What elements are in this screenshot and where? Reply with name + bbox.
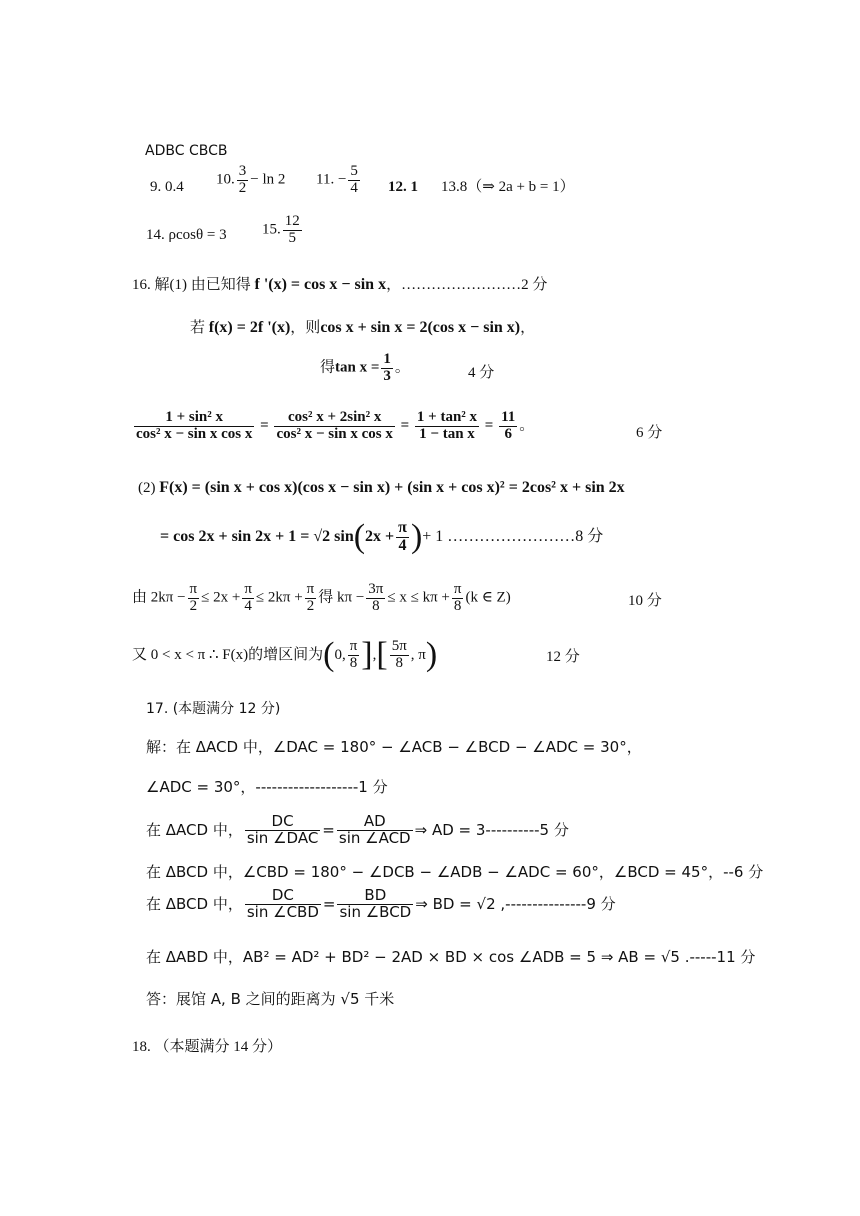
p16-frac-b: $\frac{\pi}{4}$	[244, 581, 252, 614]
p16-line-7: 由 2kπ − $\frac{\pi}{2}$ ≤ 2x + $\frac{\pi}{4}$ ≤ 2kπ + $\frac{\pi}{2}$ 得 kπ − $\frac{3\pi}{8}$ ≤ x ≤ kπ + $\frac{\pi}{8}$ (k ∈ Z)	[132, 581, 511, 614]
p16-F-definition: F(x) = (sin x + cos x)(cos x − sin x) + (sin x + cos x)² = 2cos² x + sin 2x	[159, 479, 625, 496]
p16-score-6: 6 分	[636, 425, 663, 441]
p16-line-1: 16. 解(1) 由已知得 f '(x) = cos x − sin x，……………………2 分	[132, 276, 548, 293]
answer-11	[316, 164, 362, 197]
answer-15-prefix: 15.	[262, 221, 281, 238]
p16-line-2: 若 f(x) = 2f '(x)，则cos x + sin x = 2(cos x − sin x)，	[190, 319, 536, 336]
p16-pi-over-4: $\frac{\pi}{4}$	[398, 519, 407, 554]
p16-score-10: 10 分	[628, 593, 662, 609]
p18-title: 18. （本题满分 14 分）	[132, 1039, 283, 1055]
p17-ratio-DC-CBD: $\frac{DC}{\text{sin ∠CBD}}$	[246, 886, 319, 921]
answer-13: 13.8（⇒ 2a + b = 1）	[441, 179, 575, 195]
answer-10-prefix: 10.	[216, 171, 235, 188]
p16-ratio-1: $\frac{\text{1 + sin² x}}{\text{cos² x − sin x cos x}}$	[136, 409, 253, 442]
answer-10	[216, 164, 285, 197]
p16-line-8: 又 0 < x < π ∴ F(x)的增区间为(0, $\frac{\pi}{8}$ ],[ $\frac{5\pi}{8}$ , π)	[132, 636, 438, 673]
p17-ratio-DC-DAC: $\frac{DC}{\text{sin ∠DAC}}$	[246, 812, 319, 847]
p17-ratio-BD-BCD: $\frac{BD}{\text{sin ∠BCD}}$	[339, 886, 412, 921]
p16-line-3: 得tan x = $\frac{1}{3}$ 。 4 分	[320, 351, 495, 384]
p17-line-1: 解：在 ΔACD 中，∠DAC = 180° − ∠ACB − ∠BCD − ∠ADC = 30°，	[146, 738, 642, 756]
answer-12: 12. 1	[388, 179, 418, 195]
p16-line-5: (2) F(x) = (sin x + cos x)(cos x − sin x) + (sin x + cos x)² = 2cos² x + sin 2x	[138, 479, 625, 496]
p17-line-5: 在 ΔBCD 中， $\frac{DC}{\text{sin ∠CBD}}$ = $\frac{BD}{\text{sin ∠BCD}}$ ⇒ BD = √2 ,---------------9 分	[146, 886, 616, 921]
answer-15	[262, 214, 304, 247]
p16-frac-e: $\frac{\pi}{8}$	[453, 581, 462, 614]
answer-15-fraction: $\frac{12}{5}$	[284, 213, 300, 246]
p16-frac-d: $\frac{3\pi}{8}$	[368, 581, 384, 614]
p16-line-6: = cos 2x + sin 2x + 1 = √2 sin(2x + $\frac{\pi}{4}$ )+ 1 ……………………8 分	[160, 518, 604, 555]
p17-line-2: ∠ADC = 30°，-------------------1 分	[146, 778, 388, 796]
p16-interval-2-start: $\frac{5\pi}{8}$	[391, 638, 407, 672]
p17-answer: 答：展馆 A, B 之间的距离为 √5 千米	[146, 990, 395, 1008]
answer-14: 14. ρcosθ = 3	[146, 227, 227, 243]
p16-fraction-one-third: $\frac{1}{3}$	[383, 351, 391, 384]
p17-title: 17. (本题满分 12 分)	[146, 701, 281, 717]
answer-row-1: ADBC CBCB	[145, 143, 228, 159]
answer-11-prefix: 11. −	[316, 171, 347, 188]
p16-ratio-2: $\frac{\text{cos² x + 2sin² x}}{\text{cos² x − sin x cos x}}$	[276, 409, 393, 442]
p16-interval-1-end: $\frac{\pi}{8}$	[349, 638, 358, 672]
p17-line-3: 在 ΔACD 中， $\frac{DC}{\text{sin ∠DAC}}$ = $\frac{AD}{\text{sin ∠ACD}}$ ⇒ AD = 3----------5 分	[146, 812, 569, 847]
p16-frac-a: $\frac{\pi}{2}$	[189, 581, 198, 614]
answer-10-tail: − ln 2	[250, 171, 286, 188]
p16-ratio-4: $\frac{11}{6}$	[501, 409, 516, 442]
p16-derivative: f '(x) = cos x − sin x	[254, 276, 387, 293]
p17-ratio-AD-ACD: $\frac{AD}{\text{sin ∠ACD}}$	[338, 812, 411, 847]
p16-frac-c: $\frac{\pi}{2}$	[306, 581, 315, 614]
p16-ratio-3: $\frac{\text{1 + tan² x}}{\text{1 − tan x}}$	[416, 409, 478, 442]
answer-10-fraction: $\frac{3}{2}$	[238, 163, 247, 196]
p17-line-6: 在 ΔABD 中，AB² = AD² + BD² − 2AD × BD × cos ∠ADB = 5 ⇒ AB = √5 .-----11 分	[146, 948, 756, 966]
p17-line-4: 在 ΔBCD 中，∠CBD = 180° − ∠DCB − ∠ADB − ∠ADC = 60°，∠BCD = 45°，--6 分	[146, 863, 764, 881]
p16-line-4: $\frac{\text{1 + sin² x}}{\text{cos² x − sin x cos x}}$ = $\frac{\text{cos² x + 2sin² x}}{\text{cos² x − sin x cos x}}$ = $\frac{\text{1 + tan² x}}{\text{1 − tan x}}$ = $\frac{11}{6}$ 。	[136, 409, 535, 442]
p16-score-12: 12 分	[546, 649, 580, 665]
answer-9: 9. 0.4	[150, 179, 184, 195]
answer-11-fraction: $\frac{5}{4}$	[350, 163, 358, 196]
p16-score-4: 4 分	[468, 365, 495, 381]
